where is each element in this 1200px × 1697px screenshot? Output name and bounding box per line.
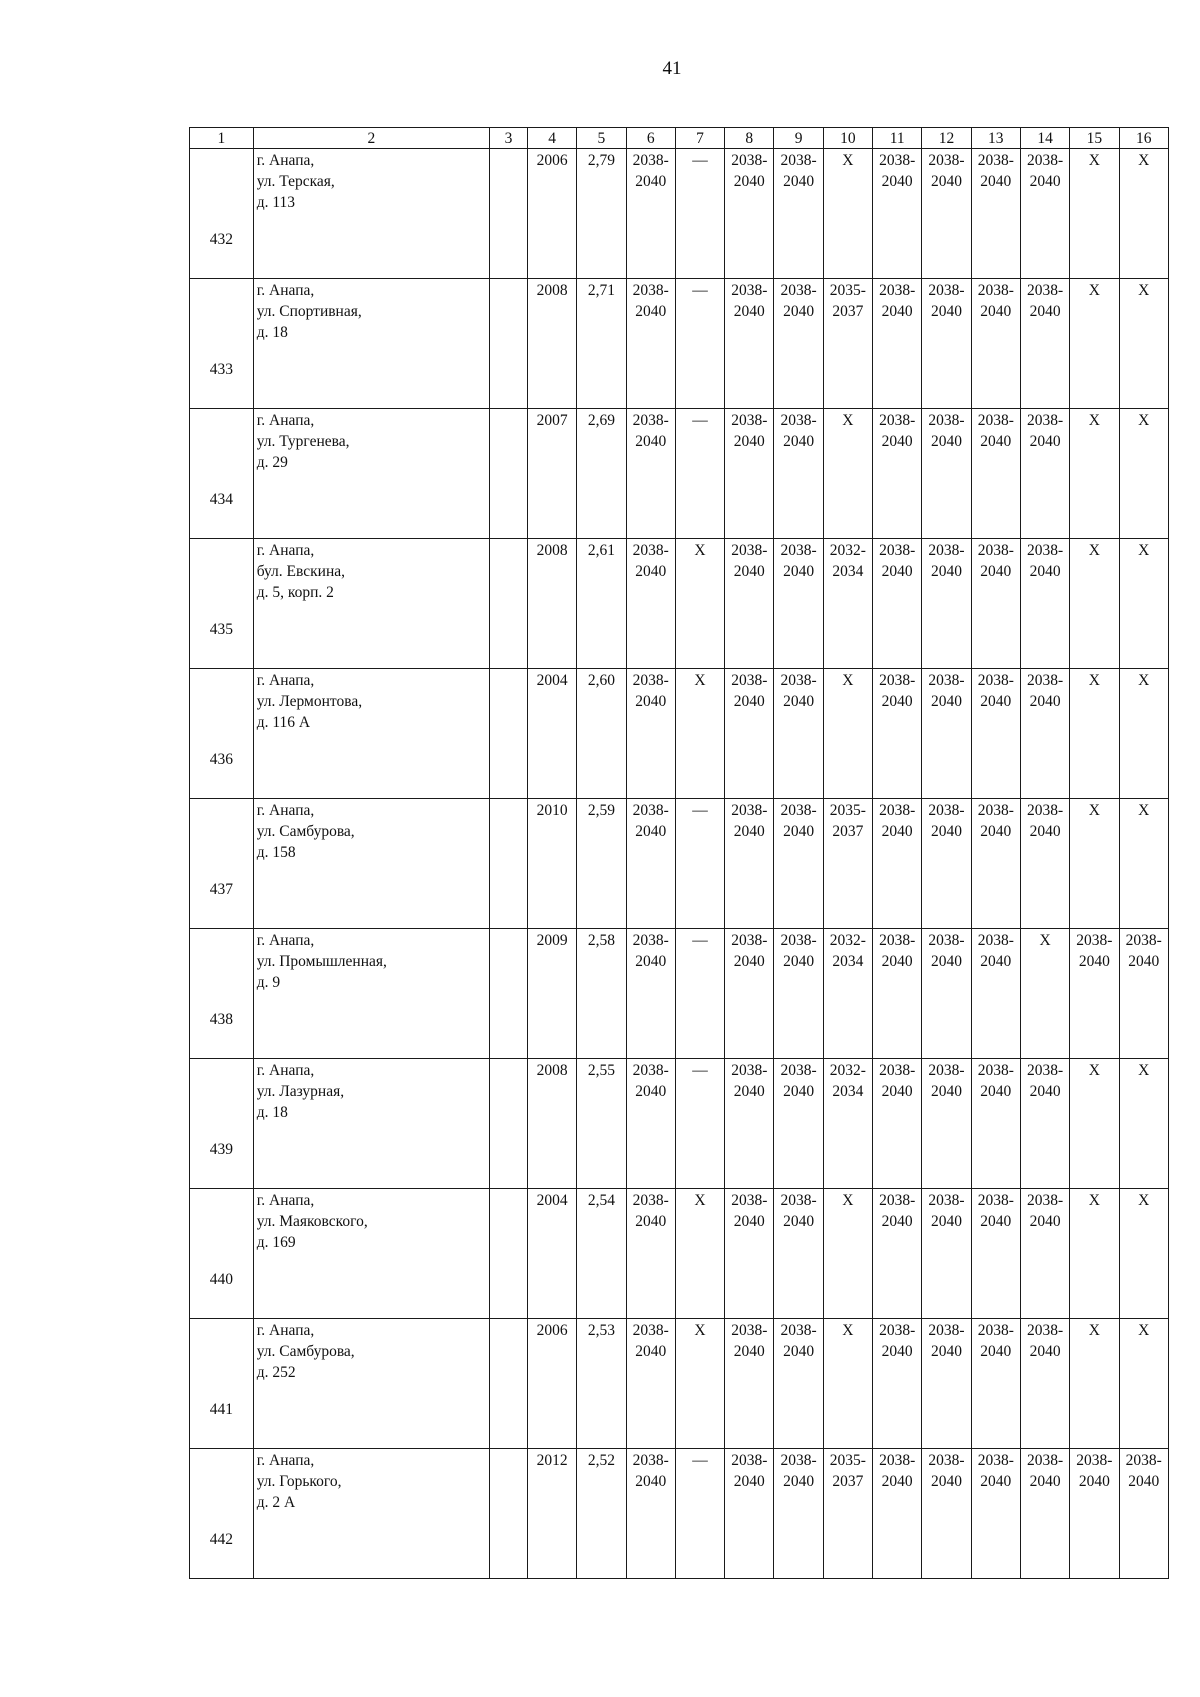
cell-col-8: 2038- 2040 [725,539,774,669]
cell-col-10: Х [823,1189,872,1319]
cell-col-14: 2038- 2040 [1020,539,1069,669]
cell-col-9: 2038- 2040 [774,149,823,279]
housing-repair-table [189,127,1169,1579]
address-line: г. Анапа, [256,1322,315,1339]
cell-col-5: 2,69 [577,409,626,539]
address-line: бул. Евскина, [256,563,345,580]
address-line: д. 252 [256,1364,296,1381]
cell-col-7: — [675,1059,724,1189]
row-number: 440 [190,1189,254,1319]
cell-col-14: 2038- 2040 [1020,669,1069,799]
cell-col-9: 2038- 2040 [774,799,823,929]
cell-col-7: — [675,1449,724,1579]
cell-col-6: 2038- 2040 [626,539,675,669]
cell-col-9: 2038- 2040 [774,539,823,669]
cell-col-5: 2,71 [577,279,626,409]
address-line: ул. Спортивная, [256,303,362,320]
cell-col-4: 2004 [527,1189,576,1319]
address-line: д. 158 [256,844,296,861]
address-line: д. 18 [256,324,288,341]
column-number-15: 15 [1070,128,1119,149]
cell-col-8: 2038- 2040 [725,149,774,279]
cell-col-15: 2038- 2040 [1070,1449,1119,1579]
row-number: 434 [190,409,254,539]
address-line: г. Анапа, [256,282,315,299]
cell-col-15: Х [1070,1189,1119,1319]
cell-col-14: 2038- 2040 [1020,1319,1069,1449]
cell-col-16: Х [1119,409,1168,539]
row-number: 438 [190,929,254,1059]
cell-col-7: — [675,149,724,279]
cell-col-11: 2038- 2040 [873,669,922,799]
cell-col-10: Х [823,409,872,539]
table-row [190,799,1169,929]
cell-col-7: — [675,799,724,929]
cell-col-11: 2038- 2040 [873,409,922,539]
cell-col-7: — [675,929,724,1059]
address-cell [253,1449,489,1579]
cell-col-5: 2,61 [577,539,626,669]
address-line: д. 29 [256,454,288,471]
cell-col-13: 2038- 2040 [971,149,1020,279]
cell-col-11: 2038- 2040 [873,1059,922,1189]
cell-col-16: Х [1119,1059,1168,1189]
cell-col-12: 2038- 2040 [922,1189,971,1319]
cell-col-4: 2009 [527,929,576,1059]
column-number-11: 11 [873,128,922,149]
address-line: д. 5, корп. 2 [256,584,334,601]
cell-col-3 [489,409,527,539]
cell-col-5: 2,58 [577,929,626,1059]
cell-col-12: 2038- 2040 [922,1449,971,1579]
cell-col-10: 2032- 2034 [823,1059,872,1189]
table-row [190,1319,1169,1449]
cell-col-12: 2038- 2040 [922,1059,971,1189]
cell-col-9: 2038- 2040 [774,1319,823,1449]
cell-col-6: 2038- 2040 [626,929,675,1059]
cell-col-5: 2,52 [577,1449,626,1579]
cell-col-8: 2038- 2040 [725,1059,774,1189]
table-row [190,539,1169,669]
column-number-row [190,128,1169,149]
column-number-13: 13 [971,128,1020,149]
cell-col-3 [489,149,527,279]
address-line: г. Анапа, [256,412,315,429]
address-line: д. 9 [256,974,281,991]
cell-col-3 [489,929,527,1059]
cell-col-16: Х [1119,799,1168,929]
cell-col-15: Х [1070,1059,1119,1189]
address-cell [253,929,489,1059]
cell-col-9: 2038- 2040 [774,929,823,1059]
cell-col-5: 2,59 [577,799,626,929]
cell-col-4: 2004 [527,669,576,799]
cell-col-9: 2038- 2040 [774,409,823,539]
address-line: ул. Терская, [256,173,335,190]
address-cell [253,799,489,929]
cell-col-12: 2038- 2040 [922,279,971,409]
table-row [190,149,1169,279]
cell-col-16: 2038- 2040 [1119,929,1168,1059]
cell-col-6: 2038- 2040 [626,799,675,929]
cell-col-7: Х [675,539,724,669]
address-line: г. Анапа, [256,802,315,819]
cell-col-4: 2007 [527,409,576,539]
cell-col-16: 2038- 2040 [1119,1449,1168,1579]
cell-col-12: 2038- 2040 [922,149,971,279]
address-line: ул. Промышленная, [256,953,387,970]
column-number-4: 4 [527,128,576,149]
cell-col-7: — [675,409,724,539]
cell-col-5: 2,79 [577,149,626,279]
cell-col-5: 2,53 [577,1319,626,1449]
table-row [190,1059,1169,1189]
cell-col-12: 2038- 2040 [922,1319,971,1449]
address-line: ул. Самбурова, [256,823,355,840]
cell-col-15: Х [1070,1319,1119,1449]
cell-col-8: 2038- 2040 [725,1189,774,1319]
address-cell [253,149,489,279]
cell-col-11: 2038- 2040 [873,1189,922,1319]
cell-col-16: Х [1119,279,1168,409]
cell-col-13: 2038- 2040 [971,1319,1020,1449]
cell-col-13: 2038- 2040 [971,1449,1020,1579]
column-number-8: 8 [725,128,774,149]
table-row [190,929,1169,1059]
cell-col-12: 2038- 2040 [922,409,971,539]
cell-col-4: 2008 [527,279,576,409]
cell-col-4: 2006 [527,1319,576,1449]
column-number-7: 7 [675,128,724,149]
cell-col-5: 2,54 [577,1189,626,1319]
address-line: ул. Маяковского, [256,1213,368,1230]
cell-col-16: Х [1119,1189,1168,1319]
address-line: г. Анапа, [256,672,315,689]
cell-col-4: 2012 [527,1449,576,1579]
cell-col-10: Х [823,149,872,279]
column-number-1: 1 [190,128,254,149]
cell-col-12: 2038- 2040 [922,929,971,1059]
cell-col-3 [489,1449,527,1579]
cell-col-5: 2,60 [577,669,626,799]
cell-col-13: 2038- 2040 [971,799,1020,929]
cell-col-7: — [675,279,724,409]
cell-col-4: 2008 [527,539,576,669]
cell-col-7: Х [675,1319,724,1449]
cell-col-16: Х [1119,149,1168,279]
cell-col-6: 2038- 2040 [626,1449,675,1579]
address-cell [253,669,489,799]
cell-col-15: Х [1070,409,1119,539]
cell-col-10: 2032- 2034 [823,539,872,669]
cell-col-6: 2038- 2040 [626,279,675,409]
cell-col-11: 2038- 2040 [873,539,922,669]
table-body [190,149,1169,1579]
address-line: д. 113 [256,194,295,211]
cell-col-13: 2038- 2040 [971,409,1020,539]
address-line: г. Анапа, [256,1452,315,1469]
cell-col-11: 2038- 2040 [873,929,922,1059]
table-row [190,409,1169,539]
cell-col-3 [489,539,527,669]
cell-col-11: 2038- 2040 [873,279,922,409]
cell-col-9: 2038- 2040 [774,279,823,409]
address-line: ул. Лермонтова, [256,693,363,710]
cell-col-9: 2038- 2040 [774,1059,823,1189]
cell-col-6: 2038- 2040 [626,409,675,539]
page-number: 41 [662,58,682,79]
cell-col-14: 2038- 2040 [1020,799,1069,929]
address-line: д. 2 А [256,1494,296,1511]
cell-col-15: Х [1070,279,1119,409]
cell-col-13: 2038- 2040 [971,279,1020,409]
address-cell [253,409,489,539]
cell-col-10: Х [823,1319,872,1449]
address-cell [253,1189,489,1319]
cell-col-10: Х [823,669,872,799]
address-line: г. Анапа, [256,932,315,949]
cell-col-13: 2038- 2040 [971,929,1020,1059]
address-line: г. Анапа, [256,1192,315,1209]
cell-col-7: Х [675,669,724,799]
cell-col-8: 2038- 2040 [725,1319,774,1449]
row-number: 442 [190,1449,254,1579]
cell-col-13: 2038- 2040 [971,669,1020,799]
cell-col-14: 2038- 2040 [1020,149,1069,279]
cell-col-15: Х [1070,149,1119,279]
cell-col-8: 2038- 2040 [725,799,774,929]
cell-col-13: 2038- 2040 [971,539,1020,669]
cell-col-15: 2038- 2040 [1070,929,1119,1059]
cell-col-6: 2038- 2040 [626,1189,675,1319]
column-number-5: 5 [577,128,626,149]
table-row [190,669,1169,799]
cell-col-14: 2038- 2040 [1020,279,1069,409]
cell-col-14: 2038- 2040 [1020,1189,1069,1319]
cell-col-8: 2038- 2040 [725,409,774,539]
cell-col-10: 2032- 2034 [823,929,872,1059]
cell-col-12: 2038- 2040 [922,539,971,669]
cell-col-10: 2035- 2037 [823,799,872,929]
address-line: ул. Лазурная, [256,1083,345,1100]
cell-col-12: 2038- 2040 [922,799,971,929]
cell-col-14: 2038- 2040 [1020,409,1069,539]
cell-col-11: 2038- 2040 [873,149,922,279]
address-line: г. Анапа, [256,152,315,169]
cell-col-11: 2038- 2040 [873,1319,922,1449]
cell-col-10: 2035- 2037 [823,279,872,409]
cell-col-16: Х [1119,1319,1168,1449]
address-line: ул. Горького, [256,1473,342,1490]
cell-col-5: 2,55 [577,1059,626,1189]
cell-col-3 [489,669,527,799]
row-number: 435 [190,539,254,669]
cell-col-16: Х [1119,669,1168,799]
cell-col-6: 2038- 2040 [626,669,675,799]
cell-col-12: 2038- 2040 [922,669,971,799]
column-number-16: 16 [1119,128,1168,149]
address-cell [253,1059,489,1189]
cell-col-16: Х [1119,539,1168,669]
cell-col-3 [489,1319,527,1449]
cell-col-3 [489,279,527,409]
address-line: г. Анапа, [256,1062,315,1079]
cell-col-9: 2038- 2040 [774,1189,823,1319]
cell-col-8: 2038- 2040 [725,279,774,409]
cell-col-14: 2038- 2040 [1020,1449,1069,1579]
row-number: 432 [190,149,254,279]
column-number-6: 6 [626,128,675,149]
address-line: д. 18 [256,1104,288,1121]
cell-col-11: 2038- 2040 [873,1449,922,1579]
cell-col-15: Х [1070,669,1119,799]
column-number-9: 9 [774,128,823,149]
cell-col-11: 2038- 2040 [873,799,922,929]
cell-col-4: 2010 [527,799,576,929]
cell-col-15: Х [1070,799,1119,929]
row-number: 439 [190,1059,254,1189]
cell-col-8: 2038- 2040 [725,929,774,1059]
address-line: ул. Тургенева, [256,433,350,450]
cell-col-6: 2038- 2040 [626,149,675,279]
row-number: 437 [190,799,254,929]
cell-col-9: 2038- 2040 [774,1449,823,1579]
cell-col-3 [489,1189,527,1319]
address-line: г. Анапа, [256,542,315,559]
address-line: д. 116 А [256,714,311,731]
address-line: д. 169 [256,1234,296,1251]
address-line: ул. Самбурова, [256,1343,355,1360]
address-cell [253,1319,489,1449]
table-row [190,279,1169,409]
cell-col-6: 2038- 2040 [626,1059,675,1189]
row-number: 433 [190,279,254,409]
cell-col-10: 2035- 2037 [823,1449,872,1579]
cell-col-3 [489,799,527,929]
column-number-10: 10 [823,128,872,149]
cell-col-13: 2038- 2040 [971,1059,1020,1189]
row-number: 436 [190,669,254,799]
cell-col-8: 2038- 2040 [725,669,774,799]
table-row [190,1189,1169,1319]
cell-col-4: 2006 [527,149,576,279]
column-number-3: 3 [489,128,527,149]
cell-col-9: 2038- 2040 [774,669,823,799]
column-number-12: 12 [922,128,971,149]
row-number: 441 [190,1319,254,1449]
cell-col-14: 2038- 2040 [1020,1059,1069,1189]
cell-col-13: 2038- 2040 [971,1189,1020,1319]
column-number-2: 2 [253,128,489,149]
cell-col-7: Х [675,1189,724,1319]
address-cell [253,279,489,409]
cell-col-15: Х [1070,539,1119,669]
cell-col-4: 2008 [527,1059,576,1189]
cell-col-8: 2038- 2040 [725,1449,774,1579]
column-number-14: 14 [1020,128,1069,149]
cell-col-3 [489,1059,527,1189]
cell-col-14: Х [1020,929,1069,1059]
address-cell [253,539,489,669]
table-row [190,1449,1169,1579]
cell-col-6: 2038- 2040 [626,1319,675,1449]
